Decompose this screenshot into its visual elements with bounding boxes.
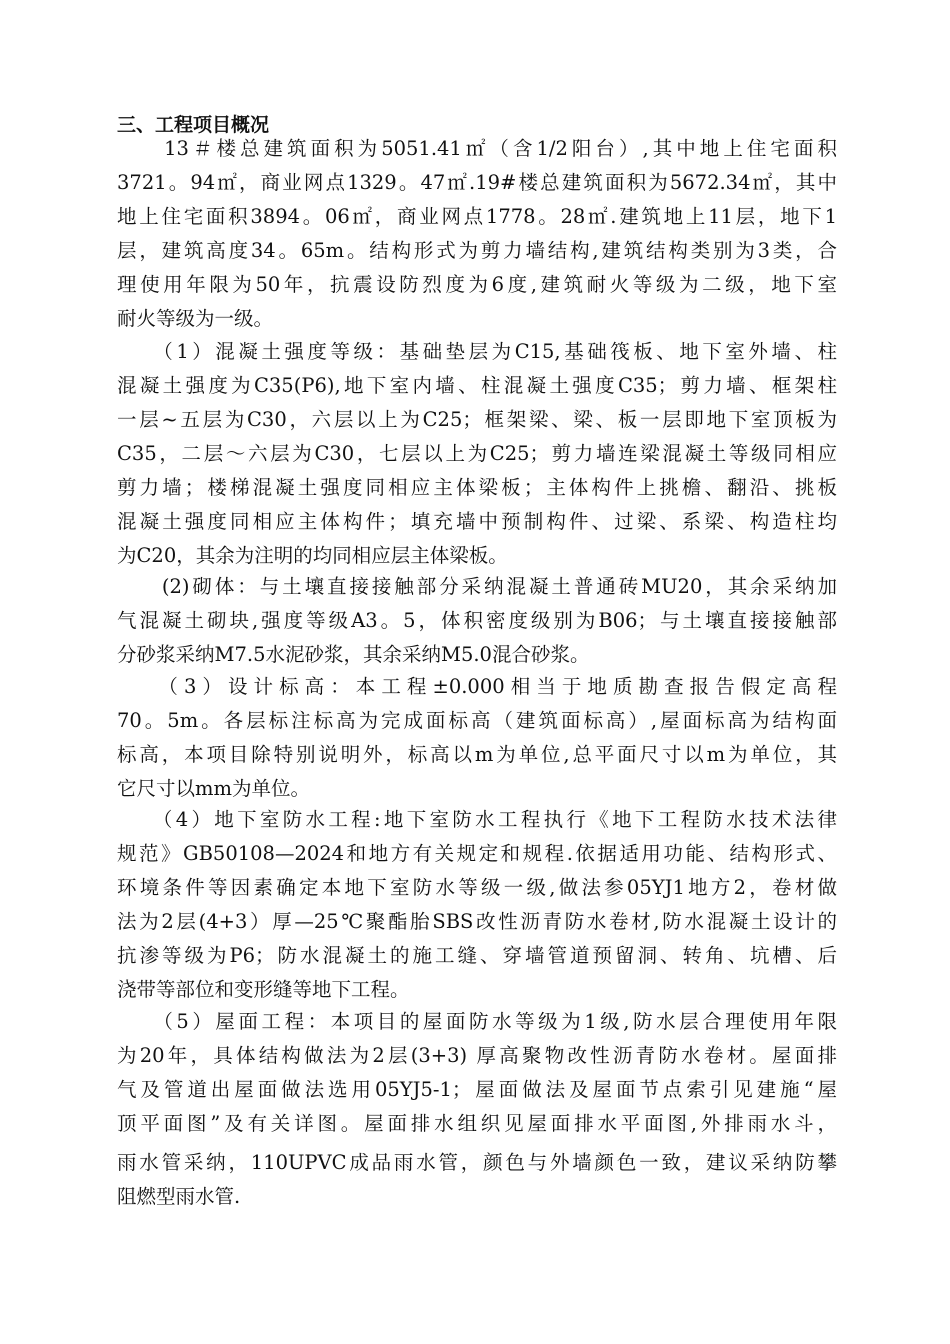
paragraph-line: 法为2层(4+3）厚—25℃聚酯胎SBS改性沥青防水卷材,防水混凝土设计的 <box>117 910 837 933</box>
paragraph-line: (2)砌体：与土壤直接接触部分采纳混凝土普通砖MU20，其余采纳加 <box>117 575 837 598</box>
paragraph-line: （3）设计标高：本工程±0.000相当于地质勘查报告假定高程 <box>117 675 837 698</box>
paragraph-line: 混凝土强度为C35(P6),地下室内墙、柱混凝土强度C35；剪力墙、框架柱 <box>117 374 837 397</box>
paragraph-line: 分砂浆采纳M7.5水泥砂浆，其余采纳M5.0混合砂浆。 <box>117 643 590 666</box>
paragraph-line: 一层~五层为C30，六层以上为C25；框架梁、梁、板一层即地下室顶板为 <box>117 408 837 431</box>
paragraph-line: 为C20，其余为注明的均同相应层主体梁板。 <box>117 544 508 567</box>
paragraph-line: C35，二层～六层为C30，七层以上为C25；剪力墙连梁混凝土等级同相应 <box>117 442 837 465</box>
paragraph-line: （5）屋面工程：本项目的屋面防水等级为1级,防水层合理使用年限 <box>117 1010 837 1033</box>
paragraph-line: 为20年，具体结构做法为2层(3+3) 厚高聚物改性沥青防水卷材。屋面排 <box>117 1044 837 1067</box>
paragraph-line: 标高，本项目除特别说明外，标高以m为单位,总平面尺寸以m为单位，其 <box>117 743 837 766</box>
paragraph-line: 它尺寸以mm为单位。 <box>117 777 310 800</box>
paragraph-roof <box>117 1005 837 1214</box>
paragraph-line: 气及管道出屋面做法选用05YJ5-1；屋面做法及屋面节点索引见建施“屋 <box>117 1078 837 1101</box>
paragraph-line: 环境条件等因素确定本地下室防水等级一级,做法参05YJ1地方2，卷材做 <box>117 876 837 899</box>
paragraph-line: 规范》GB50108—2024和地方有关规定和规程.依据适用功能、结构形式、 <box>117 842 837 865</box>
paragraph-line: （1）混凝土强度等级：基础垫层为C15,基础筏板、地下室外墙、柱 <box>117 340 837 363</box>
paragraph-line: 浇带等部位和变形缝等地下工程。 <box>117 978 410 1001</box>
paragraph-line: 耐火等级为一级。 <box>117 307 274 330</box>
paragraph-masonry <box>117 570 837 672</box>
paragraph-elevation <box>117 670 837 806</box>
paragraph-line: 抗渗等级为P6；防水混凝土的施工缝、穿墙管道预留洞、转角、坑槽、后 <box>117 944 837 967</box>
paragraph-line: 雨水管采纳，110UPVC成品雨水管，颜色与外墙颜色一致，建议采纳防攀 <box>117 1151 837 1174</box>
paragraph-line: 3721。94㎡，商业网点1329。47㎡.19#楼总建筑面积为5672.34㎡，其中 <box>117 171 837 194</box>
paragraph-line: 剪力墙；楼梯混凝土强度同相应主体梁板；主体构件上挑檐、翻沿、挑板 <box>117 476 837 499</box>
paragraph-line: 地上住宅面积3894。06㎡，商业网点1778。28㎡.建筑地上11层，地下1 <box>117 205 837 228</box>
paragraph-line: 70。5m。各层标注标高为完成面标高（建筑面标高）,屋面标高为结构面 <box>117 709 837 732</box>
paragraph-basement-waterproof <box>117 803 837 1007</box>
paragraph-line: 顶平面图”及有关详图。屋面排水组织见屋面排水平面图,外排雨水斗， <box>117 1112 837 1135</box>
paragraph-line: （4）地下室防水工程:地下室防水工程执行《地下工程防水技术法律 <box>117 808 837 831</box>
section-heading: 三、工程项目概况 <box>117 114 270 136</box>
paragraph-line: 理使用年限为50年，抗震设防烈度为6度,建筑耐火等级为二级，地下室 <box>117 273 837 296</box>
paragraph-overview <box>117 132 837 336</box>
paragraph-concrete <box>117 335 837 573</box>
paragraph-line: 混凝土强度同相应主体构件；填充墙中预制构件、过梁、系梁、构造柱均 <box>117 510 837 533</box>
paragraph-line: 13＃楼总建筑面积为5051.41㎡（含1/2阳台）,其中地上住宅面积 <box>117 137 837 160</box>
paragraph-line: 气混凝土砌块,强度等级A3。5，体积密度级别为B06；与土壤直接接触部 <box>117 609 837 632</box>
paragraph-line: 阻燃型雨水管. <box>117 1185 241 1208</box>
paragraph-line: 层，建筑高度34。65m。结构形式为剪力墙结构,建筑结构类别为3类，合 <box>117 239 837 262</box>
